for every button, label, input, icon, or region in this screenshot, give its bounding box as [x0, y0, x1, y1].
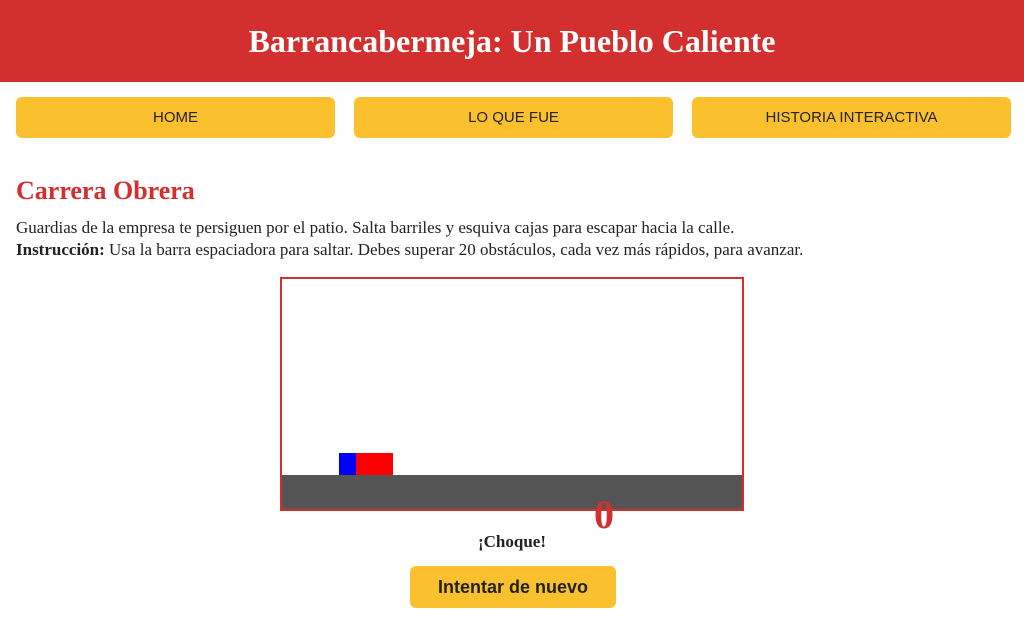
nav-historia-interactiva-button[interactable]: HISTORIA INTERACTIVA	[692, 97, 1011, 138]
game-canvas[interactable]	[280, 277, 744, 511]
site-header	[0, 0, 1024, 82]
retry-button[interactable]: Intentar de nuevo	[410, 566, 616, 608]
score-counter: 0	[594, 492, 614, 537]
nav-home-button[interactable]: HOME	[16, 97, 335, 138]
player-sprite	[339, 453, 356, 477]
site-title: Barrancabermeja: Un Pueblo Caliente	[248, 22, 776, 59]
game-instruction	[16, 239, 1006, 261]
main-nav	[16, 97, 1012, 138]
obstacle-box	[356, 453, 393, 477]
nav-lo-que-fue-button[interactable]: LO QUE FUE	[354, 97, 673, 138]
instruction-text: Usa la barra espaciadora para saltar. Debes superar 20 obstáculos, cada vez más rápidos, para avanzar.	[104, 240, 804, 259]
game-status-message: ¡Choque!	[477, 532, 546, 551]
game-title: Carrera Obrera	[16, 176, 195, 205]
ground-strip	[282, 475, 742, 509]
game-description: Guardias de la empresa te persiguen por el patio. Salta barriles y esquiva cajas para escapar hacia la calle.	[16, 218, 735, 237]
instruction-label: Instrucción:	[16, 240, 105, 259]
game-description-block	[16, 217, 1006, 261]
